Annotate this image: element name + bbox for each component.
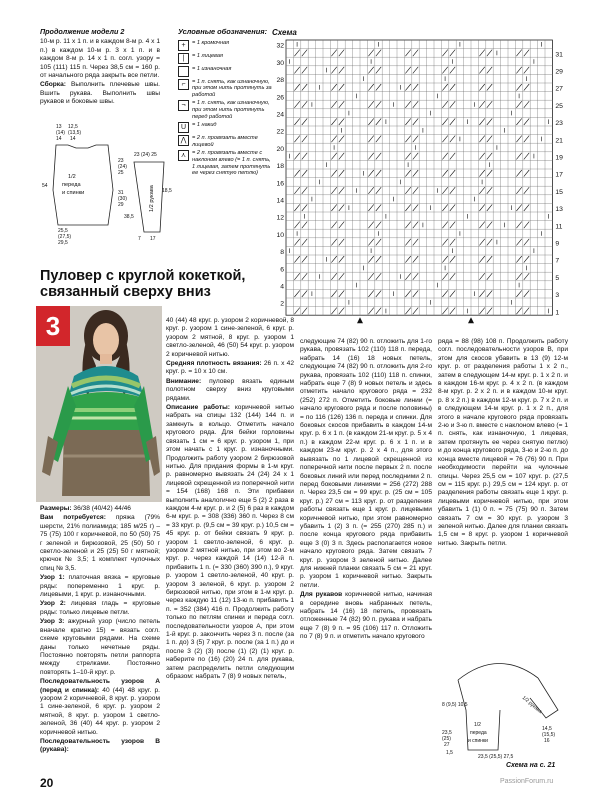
svg-text:и спинки: и спинки	[468, 738, 488, 744]
legend-item	[178, 100, 272, 120]
column-4-text: ряда = 88 (98) 108 п. Продолжить работу согл. последовательности узоров В, при этом для скосов убавить в 13 (9) 12-м круг. р. от разделения работы 1 х 2 п., затем в следующем 14-м круг. р. 1 х 2 п. и в каждом 16-м круг. р. 4 х 2 п. (в каждом 8-м круг. р. 2 х 2 п. и в каждом 10-м круг. р. 8 х 2 п.) в каждом 12-м круг. р. 7 х 2 п. и в следующем 14-м круг. р. 1 х 2 п., для этого в начале кругового ряда провязать 2-ю и 3-ю п. вместе с наклоном влево (= 1 п. снять, как изнаночную, 1 лицевая, затем протянуть ее через снятую петлю) и до конца кругового ряда, 3-ю и 2-ю п. до конца вместе лицевой = 76 (76) 90 п. При необходимости перейти на чулочные спицы. Через 25,5 см = 107 круг. р. (27,5 см = 115 круг. р.) 29,5 см = 124 круг. р. от разделения работы связать еще 1 круг. р. лицевыми коричневой нитью, при этом убавить 1 (1) 0 п. = 75 (75) 90 п. Затем связать 7 см = 30 круг. р. узором 3 зеленой нитью. Далее для планки связать 1,5 см = 8 круг. р. узором 1 коричневой нитью. Закрыть петли.	[438, 338, 568, 547]
svg-text:8 (9,5) 10,5: 8 (9,5) 10,5	[442, 702, 468, 708]
chart-row-label: 19	[555, 154, 563, 162]
legend-symbol-icon: ⋏	[178, 150, 189, 161]
legend-item	[178, 135, 272, 148]
svg-text:14,5: 14,5	[542, 726, 552, 732]
chart-row-label: 25	[555, 102, 563, 110]
legend-item	[178, 53, 272, 64]
chart-row-label: 30	[276, 59, 284, 67]
chart-row-label: 24	[276, 111, 284, 119]
legend-item-text: = 1 изнаночная	[192, 65, 232, 72]
chart-row-label: 9	[555, 240, 560, 248]
legend-item-text: = 1 п. снять, как изнаночную, при этом нить протянуть перед работой	[192, 100, 270, 120]
svg-text:7: 7	[138, 236, 141, 242]
svg-text:25: 25	[118, 170, 124, 176]
legend-items	[178, 40, 272, 177]
column-1	[40, 505, 160, 756]
assembly-text: Выполнить плечевые швы. Вшить рукава. Выполнить швы рукавов и боковые швы.	[40, 81, 160, 106]
svg-text:23: 23	[118, 158, 124, 164]
chart-row-label: 15	[555, 188, 563, 196]
legend-item	[178, 40, 272, 51]
attention-label: Внимание:	[166, 377, 202, 385]
yoke-diagram	[438, 650, 568, 760]
svg-text:(30): (30)	[118, 196, 127, 202]
svg-text:23,5 (25,5) 27,5: 23,5 (25,5) 27,5	[478, 754, 514, 760]
svg-text:25,5: 25,5	[58, 228, 68, 234]
chart-row-label: 1	[555, 309, 560, 317]
svg-text:переда: переда	[62, 182, 81, 188]
schema-reference: Схема на с. 21	[506, 762, 556, 769]
chart-row-label: 6	[280, 266, 284, 274]
chart-row-label: 8	[280, 249, 284, 257]
sleeves-label: Для рукавов	[300, 591, 343, 599]
sequence-b-label: Последовательность узоров В (рукава):	[40, 737, 160, 754]
chart-row-label: 18	[276, 163, 284, 171]
chart-row-label: 23	[555, 120, 563, 128]
attention-text: пуловер вязать единым полотном сверху вниз круговыми рядами.	[166, 377, 294, 402]
legend-item-text: = 1 кромочная	[192, 39, 230, 46]
garment-pattern-diagram	[38, 120, 170, 248]
sequence-a-text: 40 (44) 48 круг. р. узором 2 коричневой, 8 круг. р. узором 1 сине-зеленой, 6 круг. р. узором 2 мятной, 8 круг. р. узором 1 светло-зеленой, 36 (40) 44 круг. р. узором 2 коричневой нитью.	[40, 686, 160, 736]
chart-row-label: 14	[276, 197, 284, 205]
pattern3-text: ажурный узор (число петель вначале кратно 15) = вязать согл. схеме круговыми рядами. На схеме даны только нечетные ряды. Постоянно повторять петли раппорта между стрелками. Постоянно повторять 1–10-й круг. р.	[40, 618, 160, 676]
svg-text:(13,5): (13,5)	[68, 130, 82, 136]
chart-row-label: 4	[280, 283, 284, 291]
legend-item	[178, 122, 272, 133]
sizes-value: 36/38 (40/42) 44/46	[73, 505, 131, 512]
legend-item	[178, 150, 272, 176]
legend-symbol-icon: |	[178, 53, 189, 64]
column-4	[438, 338, 568, 549]
chart-row-label: 11	[555, 223, 563, 231]
svg-text:(15,5): (15,5)	[542, 732, 556, 738]
rapport-arrow-icon	[357, 317, 363, 323]
article-title-line2: связанный сверху вниз	[40, 284, 211, 300]
svg-text:14: 14	[56, 136, 62, 142]
half-front-back-label: 1/2	[68, 174, 76, 180]
svg-text:1,5: 1,5	[446, 750, 453, 756]
legend-item-text: = 1 лицевая	[192, 52, 223, 59]
legend-item-text: = 1 накид	[192, 122, 217, 129]
column-2-intro: 40 (44) 48 круг. р. узором 2 коричневой, 8 круг. р. узором 1 сине-зеленой, 6 круг. р. узором 2 мятной, 8 круг. р. узором 1 светло-зеленой, 46 (50) 54 круг. р. узором 2 коричневой нитью.	[166, 317, 294, 358]
svg-text:1/2 рукава: 1/2 рукава	[520, 694, 543, 715]
article-title-line1: Пуловер с круглой кокеткой,	[40, 268, 246, 284]
pattern2-text: лицевая гладь = круговые ряды: только лицевые петли.	[40, 600, 160, 616]
chart-row-label: 5	[555, 274, 560, 282]
svg-text:29,5: 29,5	[58, 240, 68, 246]
needed-text: пряжа (79% шерсти, 21% полиамида; 185 м/25 г) – 75 (75) 100 г коричневой, по 50 (50) 75 г зеленой и бирюзовой, 25 (50) 50 г светло-зеленой и 25 (25) 50 г мятной; крючок № 3,5; 1 комплект чулочных спиц № 3,5.	[40, 514, 160, 572]
assembly-label: Сборка:	[40, 81, 66, 89]
density-label: Средняя плотность вязания:	[166, 360, 262, 368]
chart-row-label: 21	[555, 137, 563, 145]
column-3	[300, 338, 432, 643]
chart-row-label: 3	[555, 292, 560, 300]
knitting-chart-grid	[268, 36, 568, 324]
svg-text:31: 31	[118, 190, 124, 196]
svg-text:27: 27	[444, 742, 450, 748]
legend-item-text: = 2 п. провязать вместе лицевой	[192, 135, 258, 148]
svg-text:16: 16	[544, 738, 550, 744]
chart-row-label: 16	[276, 180, 284, 188]
svg-text:(25): (25)	[442, 736, 451, 742]
description-label: Описание работы:	[166, 404, 230, 412]
column-3-text: следующие 74 (82) 90 п. отложить для 1-го рукава, провязать 102 (110) 118 п. переда, набрать 14 (16) 18 новых петель, следующие 74 (82) 90 п. отложить для 2-го рукава, провязать 102 (110) 118 п. спинки, набрать еще 7 (8) 9 новых петель и здесь отметить начало кругового ряда = 232 (252) 272 п. Отметить боковые линии (= начало кругового ряда и после половины) = по 116 (126) 136 п. переда и спинки. Для боковых скосов прибавить в каждом 14-м круг. р. 6 х 1 п. (в каждом 21-м круг. р. 5 х 4 п.) в каждом 22-м круг. р. 6 х 1 п. и в каждом 23-м круг. р. 2 х 4 п., для этого вывязать по 1 лицевой скрещенной из поперечной нити после первых 2 п. после боковых линий или перед последними 2 п. перед боковыми линиями = 256 (272) 288 п. Через 23,5 см = 99 круг. р. (25 см = 105 круг. р.) 27 см = 113 круг. р. от разделения работы связать еще 1 круг. р. лицевыми коричневой нитью, при этом равномерно убавить 1 (2) 3 п. (= 255 (270) 285 п.) и после конца кругового ряда прибавить еще 3 (0) 3 п. Здесь располагается новое начало кругового ряда. Затем связать 7 круг. р. узором 3 зеленой нитью. Далее для нижней планки связать 5 см = 21 круг. р. узором 1 коричневой нитью. Закрыть петли.	[300, 338, 432, 589]
chart-row-label: 26	[276, 94, 284, 102]
legend-item-text: = 1 п. снять, как изнаночную, при этом нить протянуть за работой	[192, 78, 272, 98]
chart-row-label: 12	[276, 214, 284, 222]
legend	[178, 28, 272, 179]
svg-text:17: 17	[150, 236, 156, 242]
svg-text:14: 14	[70, 136, 76, 142]
sleeves-text: коричневой нитью, начиная в середине вновь набранных петель, набрать 14 (16) 18 петель, провязать отложенные 74 (82) 90 п. рукава и набрать еще 7 (8) 9 п. = 95 (106) 117 п. Отложить по 7 (8) 9 п. и отметить начало кругового	[300, 591, 432, 641]
svg-text:23,5: 23,5	[442, 730, 452, 736]
chart-row-label: 7	[555, 257, 560, 265]
chart-row-label: 22	[276, 128, 284, 136]
svg-text:29: 29	[118, 202, 124, 208]
chart-row-label: 32	[276, 42, 284, 50]
pattern1-label: Узор 1:	[40, 574, 65, 582]
svg-text:(27,5): (27,5)	[58, 234, 72, 240]
sizes-label: Размеры:	[40, 505, 72, 512]
chart-row-label: 28	[276, 77, 284, 85]
density-text: 26 п. х 42 круг. р. = 10 х 10 см.	[166, 360, 294, 376]
schema-title: Схема	[272, 28, 297, 37]
continuation-heading: Продолжение модели 2	[40, 27, 125, 36]
rapport-arrow-icon	[468, 317, 474, 323]
svg-text:54: 54	[42, 183, 48, 189]
legend-symbol-icon: ⋀	[178, 135, 189, 146]
article-title	[40, 268, 280, 300]
chart-row-label: 27	[555, 85, 563, 93]
pattern2-label: Узор 2:	[40, 600, 66, 608]
pattern3-label: Узор 3:	[40, 618, 65, 626]
legend-symbol-icon: +	[178, 40, 189, 51]
page-number: 20	[40, 776, 54, 790]
chart-row-label: 10	[276, 231, 284, 239]
legend-item	[178, 66, 272, 77]
svg-text:и спинки: и спинки	[62, 190, 85, 196]
legend-symbol-icon: U	[178, 122, 189, 133]
watermark: PassionForum.ru	[500, 778, 554, 785]
chart-row-label: 13	[555, 206, 563, 214]
model-number-badge: 3	[36, 306, 70, 346]
column-2	[166, 317, 294, 682]
svg-text:(14): (14)	[56, 130, 65, 136]
half-sleeve-label: 1/2 рукава	[149, 185, 155, 212]
chart-row-label: 2	[280, 300, 284, 308]
svg-text:переда: переда	[470, 730, 487, 736]
legend-symbol-icon: ⌐	[178, 79, 189, 90]
svg-text:38,5: 38,5	[124, 214, 134, 220]
svg-text:12,5: 12,5	[68, 124, 78, 130]
chart-row-label: 29	[555, 68, 563, 76]
chart-row-label: 20	[276, 145, 284, 153]
legend-title: Условные обозначения:	[178, 27, 268, 36]
legend-item	[178, 79, 272, 99]
svg-text:13: 13	[56, 124, 62, 130]
svg-text:18,5: 18,5	[162, 188, 172, 194]
svg-text:(24): (24)	[118, 164, 127, 170]
needed-label: Вам потребуется:	[40, 514, 106, 522]
continuation-block	[40, 28, 160, 108]
description-text: коричневой нитью набрать на спицы 132 (144) 144 п. и замкнуть в кольцо. Отметить начало кругового ряда. Для бейки горловины связать 1 см = 6 круг. р. узором 1, при этом начать с 1 круг. р. изнаночными. Продолжить работу узором 2 бирюзовой нитью. Для придания формы в 1-м круг. р. равномерно вывязать 24 (24) 24 х 1 лицевой скрещенной из поперечной нити = 154 (168) 168 п. Эти прибавки выполнить аналогично еще 5 (2) 2 раза в каждом 4-м круг. р. и 2 (5) 6 раз в каждом 6-м круг. р. = 308 (336) 360 п. Через 8 см = 33 круг. р. (9,5 см = 39 круг. р.) 10,5 см = 45 круг. р. от бейки связать 9 круг. р. узором 1 светло-зеленой, 6 круг. р. узором 2 мятной нитью, при этом во 2-м круг. р. через каждой 14 (14) 12-й п. прибавить 1 п. (= 330 (360) 390 п.), 9 круг. р. узором 1 светло-зеленой, 40 круг. р. узором 3 зеленой, 6 круг. р. узором 2 бирюзовой нитью, при этом в 1-м круг. р. через каждую 11 (12) 13-ю п. прибавить 1 п. = 352 (384) 416 п. Продолжить работу только по петлям спинки и переда согл. последовательности узоров А, при этом 1-й круг. р. закончить через 3 п. после (за 1 п. до) 3 (5) 7 круг. р. после (за 1 п.) до и после 3 (2) (3) после (1) (2) (1) круг. р. наберите по (16) (20) 24 п. для рукава, затем распределить петли следующим образом: набрать 7 (8) 9 новых петель,	[166, 404, 294, 681]
continuation-text: 10-м р. 11 х 1 п. и в каждом 8-м р. 4 х 1 п.) в каждом 10-м р. 3 х 1 п. и в каждом 8-м р. 14 х 1 п. согл. узору = 105 (111) 115 п. Через 38,5 см = 160 р. от начального ряда закрыть все петли.	[40, 38, 160, 80]
legend-symbol-icon: ¬	[178, 100, 189, 111]
chart-row-label: 17	[555, 171, 563, 179]
svg-text:1/2: 1/2	[474, 722, 481, 728]
legend-symbol-icon	[178, 66, 189, 77]
svg-text:23 (24) 25: 23 (24) 25	[134, 152, 157, 158]
chart-row-label: 31	[555, 51, 563, 59]
sequence-a-label: Последовательность узоров А (перед и спинка):	[40, 678, 160, 694]
pattern1-text: платочная вязка = круговые ряды: попеременно 1 круг. р. лицевыми, 1 круг. р. изнаночными.	[40, 574, 160, 599]
legend-item-text: = 2 п. провязать вместе с наклоном влево (= 1 п. снять, 1 лицевая, затем протянуть ее через снятую петлю)	[192, 150, 271, 177]
